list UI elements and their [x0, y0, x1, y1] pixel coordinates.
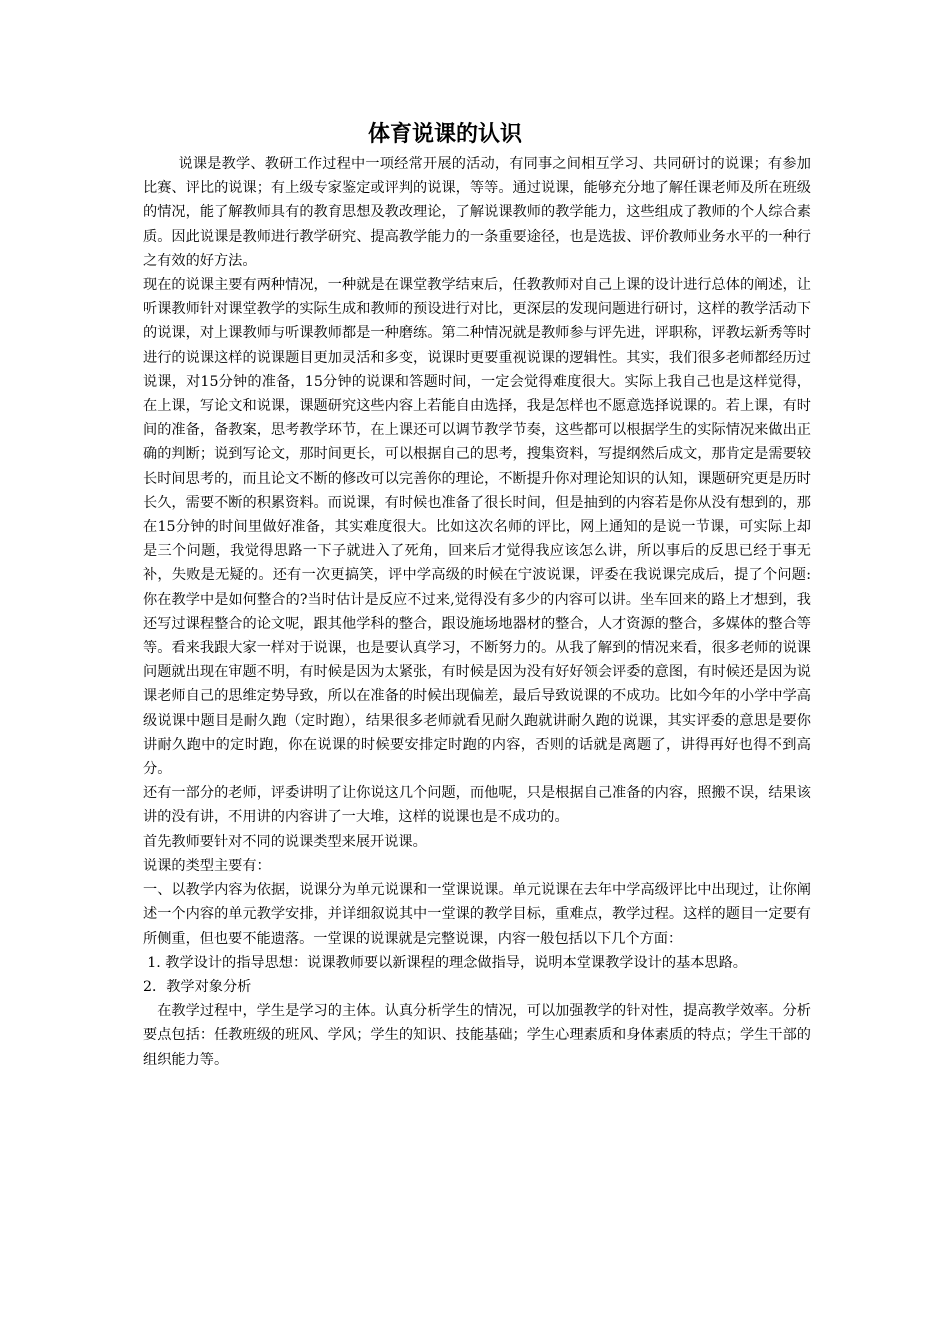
paragraph-point-one: 1. 教学设计的指导思想：说课教师要以新课程的理念做指导，说明本堂课教学设计的基本思路。	[147, 954, 747, 971]
paragraph-other-teachers: 还有一部分的老师，评委讲明了让你说这几个问题，而他呢，只是根据自己准备的内容，照搬不误，结果该讲的没有讲，不用讲的内容讲了一大堆，这样的说课也是不成功的。	[143, 785, 811, 826]
paragraph-types-heading: 说课的类型主要有：	[143, 857, 271, 874]
paragraph-type-one: 一、以教学内容为依据，说课分为单元说课和一堂课说课。单元说课在去年中学高级评比中出现过，让你阐述一个内容的单元教学安排，并详细叙说其中一堂课的教学目标，重难点，教学过程。这样的题目一定要有所侧重，但也要不能遗落。一堂课的说课就是完整说课，内容一般包括以下几个方面：	[143, 882, 811, 947]
document-title: 体育说课的认识	[367, 121, 522, 147]
paragraph-point-two-heading: 2．教学对象分析	[143, 978, 252, 995]
document-body	[143, 152, 811, 1072]
paragraph-intro: 说课是教学、教研工作过程中一项经常开展的活动，有同事之间相互学习、共同研讨的说课；有参加比赛、评比的说课；有上级专家鉴定或评判的说课，等等。通过说课，能够充分地了解任课老师及所在班级的情况，能了解教师具有的教育思想及教改理论，了解说课教师的教学能力，这些组成了教师的个人综合素质。因此说课是教师进行教学研究、提高教学能力的一条重要途径，也是选拔、评价教师业务水平的一种行之有效的好方法。	[143, 156, 811, 269]
paragraph-student-analysis: 在教学过程中，学生是学习的主体。认真分析学生的情况，可以加强教学的针对性，提高教学效率。分析要点包括：任教班级的班风、学风；学生的知识、技能基础；学生心理素质和身体素质的特点；学生干部的组织能力等。	[143, 1003, 811, 1068]
paragraph-current-situation: 现在的说课主要有两种情况，一种就是在课堂教学结束后，任教教师对自己上课的设计进行总体的阐述，让听课教师针对课堂教学的实际生成和教师的预设进行对比，更深层的发现问题进行研讨，这样的教学活动下的说课，对上课教师与听课教师都是一种磨练。第二种情况就是教师参与评先进，评职称，评教坛新秀等时进行的说课这样的说课题目更加灵活和多变，说课时更要重视说课的逻辑性。其实，我们很多老师都经历过说课，对15分钟的准备，15分钟的说课和答题时间，一定会觉得难度很大。实际上我自己也是这样觉得，在上课，写论文和说课，课题研究这些内容上若能自由选择，我是怎样也不愿意选择说课的。若上课，有时间的准备，备教案，思考教学环节，在上课还可以调节教学节奏，这些都可以根据学生的实际情况来做出正确的判断；说到写论文，那时间更长，可以根据自己的思考，搜集资料，写提纲然后成文，那肯定是需要较长时间思考的，而且论文不断的修改可以完善你的理论，不断提升你对理论知识的认知，课题研究更是历时长久，需要不断的积累资料。而说课，有时候也准备了很长时间，但是抽到的内容若是你从没有想到的，那在15分钟的时间里做好准备，其实难度很大。比如这次名师的评比，网上通知的是说一节课，可实际上却是三个问题，我觉得思路一下子就进入了死角，回来后才觉得我应该怎么讲，所以事后的反思已经于事无补，失败是无疑的。还有一次更搞笑，评中学高级的时候在宁波说课，评委在我说课完成后，提了个问题:你在教学中是如何整合的?当时估计是反应不过来,觉得没有多少的内容可以讲。坐车回来的路上才想到，我还写过课程整合的论文呢，跟其他学科的整合，跟设施场地器材的整合，人才资源的整合，多媒体的整合等等。看来我跟大家一样对于说课，也是要认真学习，不断努力的。从我了解到的情况来看，很多老师的说课问题就出现在审题不明，有时候是因为太紧张，有时候是因为没有好好领会评委的意图，有时候还是因为说课老师自己的思维定势导致，所以在准备的时候出现偏差，最后导致说课的不成功。比如今年的小学中学高级说课中题目是耐久跑（定时跑），结果很多老师就看见耐久跑就讲耐久跑的说课，其实评委的意思是要你讲耐久跑中的定时跑，你在说课的时候要安排定时跑的内容，否则的话就是离题了，讲得再好也得不到高分。	[143, 277, 811, 778]
paragraph-first: 首先教师要针对不同的说课类型来展开说课。	[143, 833, 427, 850]
